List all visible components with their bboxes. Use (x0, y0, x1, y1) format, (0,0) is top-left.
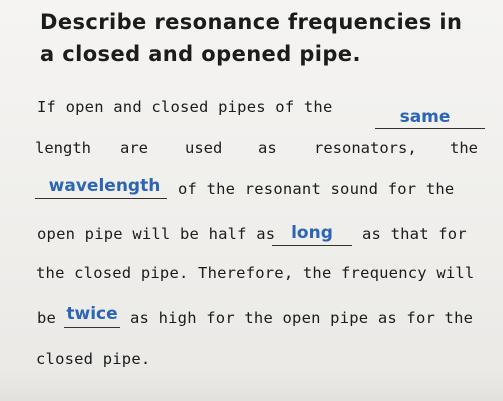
paragraph-line-7: closed pipe. (36, 350, 151, 368)
paragraph-word-the: the (450, 139, 478, 157)
blank-twice (64, 327, 120, 328)
paragraph-line-3: of the resonant sound for the (178, 180, 455, 198)
paragraph-line-4-start: open pipe will be half as (37, 225, 276, 243)
blank-wavelength (35, 198, 167, 199)
page-shadow (0, 371, 503, 401)
paragraph-line-1: If open and closed pipes of the (37, 98, 333, 116)
paragraph-word-as: as (258, 139, 277, 157)
paragraph-line-6-start: be (37, 309, 57, 327)
paragraph-word-used: used (185, 139, 223, 157)
paragraph-line-4-end: as that for (362, 225, 467, 243)
paragraph-line-5: the closed pipe. Therefore, the frequency will (36, 264, 475, 282)
answer-wavelength: wavelength (48, 176, 161, 196)
question-title-line-1: Describe resonance frequencies in (40, 10, 463, 34)
paragraph-word-resonators: resonators, (314, 139, 417, 157)
answer-same: same (399, 107, 451, 127)
question-title-line-2: a closed and opened pipe. (40, 42, 361, 66)
paragraph-word-length: length (35, 139, 91, 157)
answer-long: long (291, 223, 333, 243)
blank-same (375, 128, 485, 129)
blank-long (272, 245, 352, 246)
answer-twice: twice (66, 304, 118, 324)
paragraph-word-are: are (120, 139, 148, 157)
paragraph-line-6-end: as high for the open pipe as for the (130, 309, 474, 327)
